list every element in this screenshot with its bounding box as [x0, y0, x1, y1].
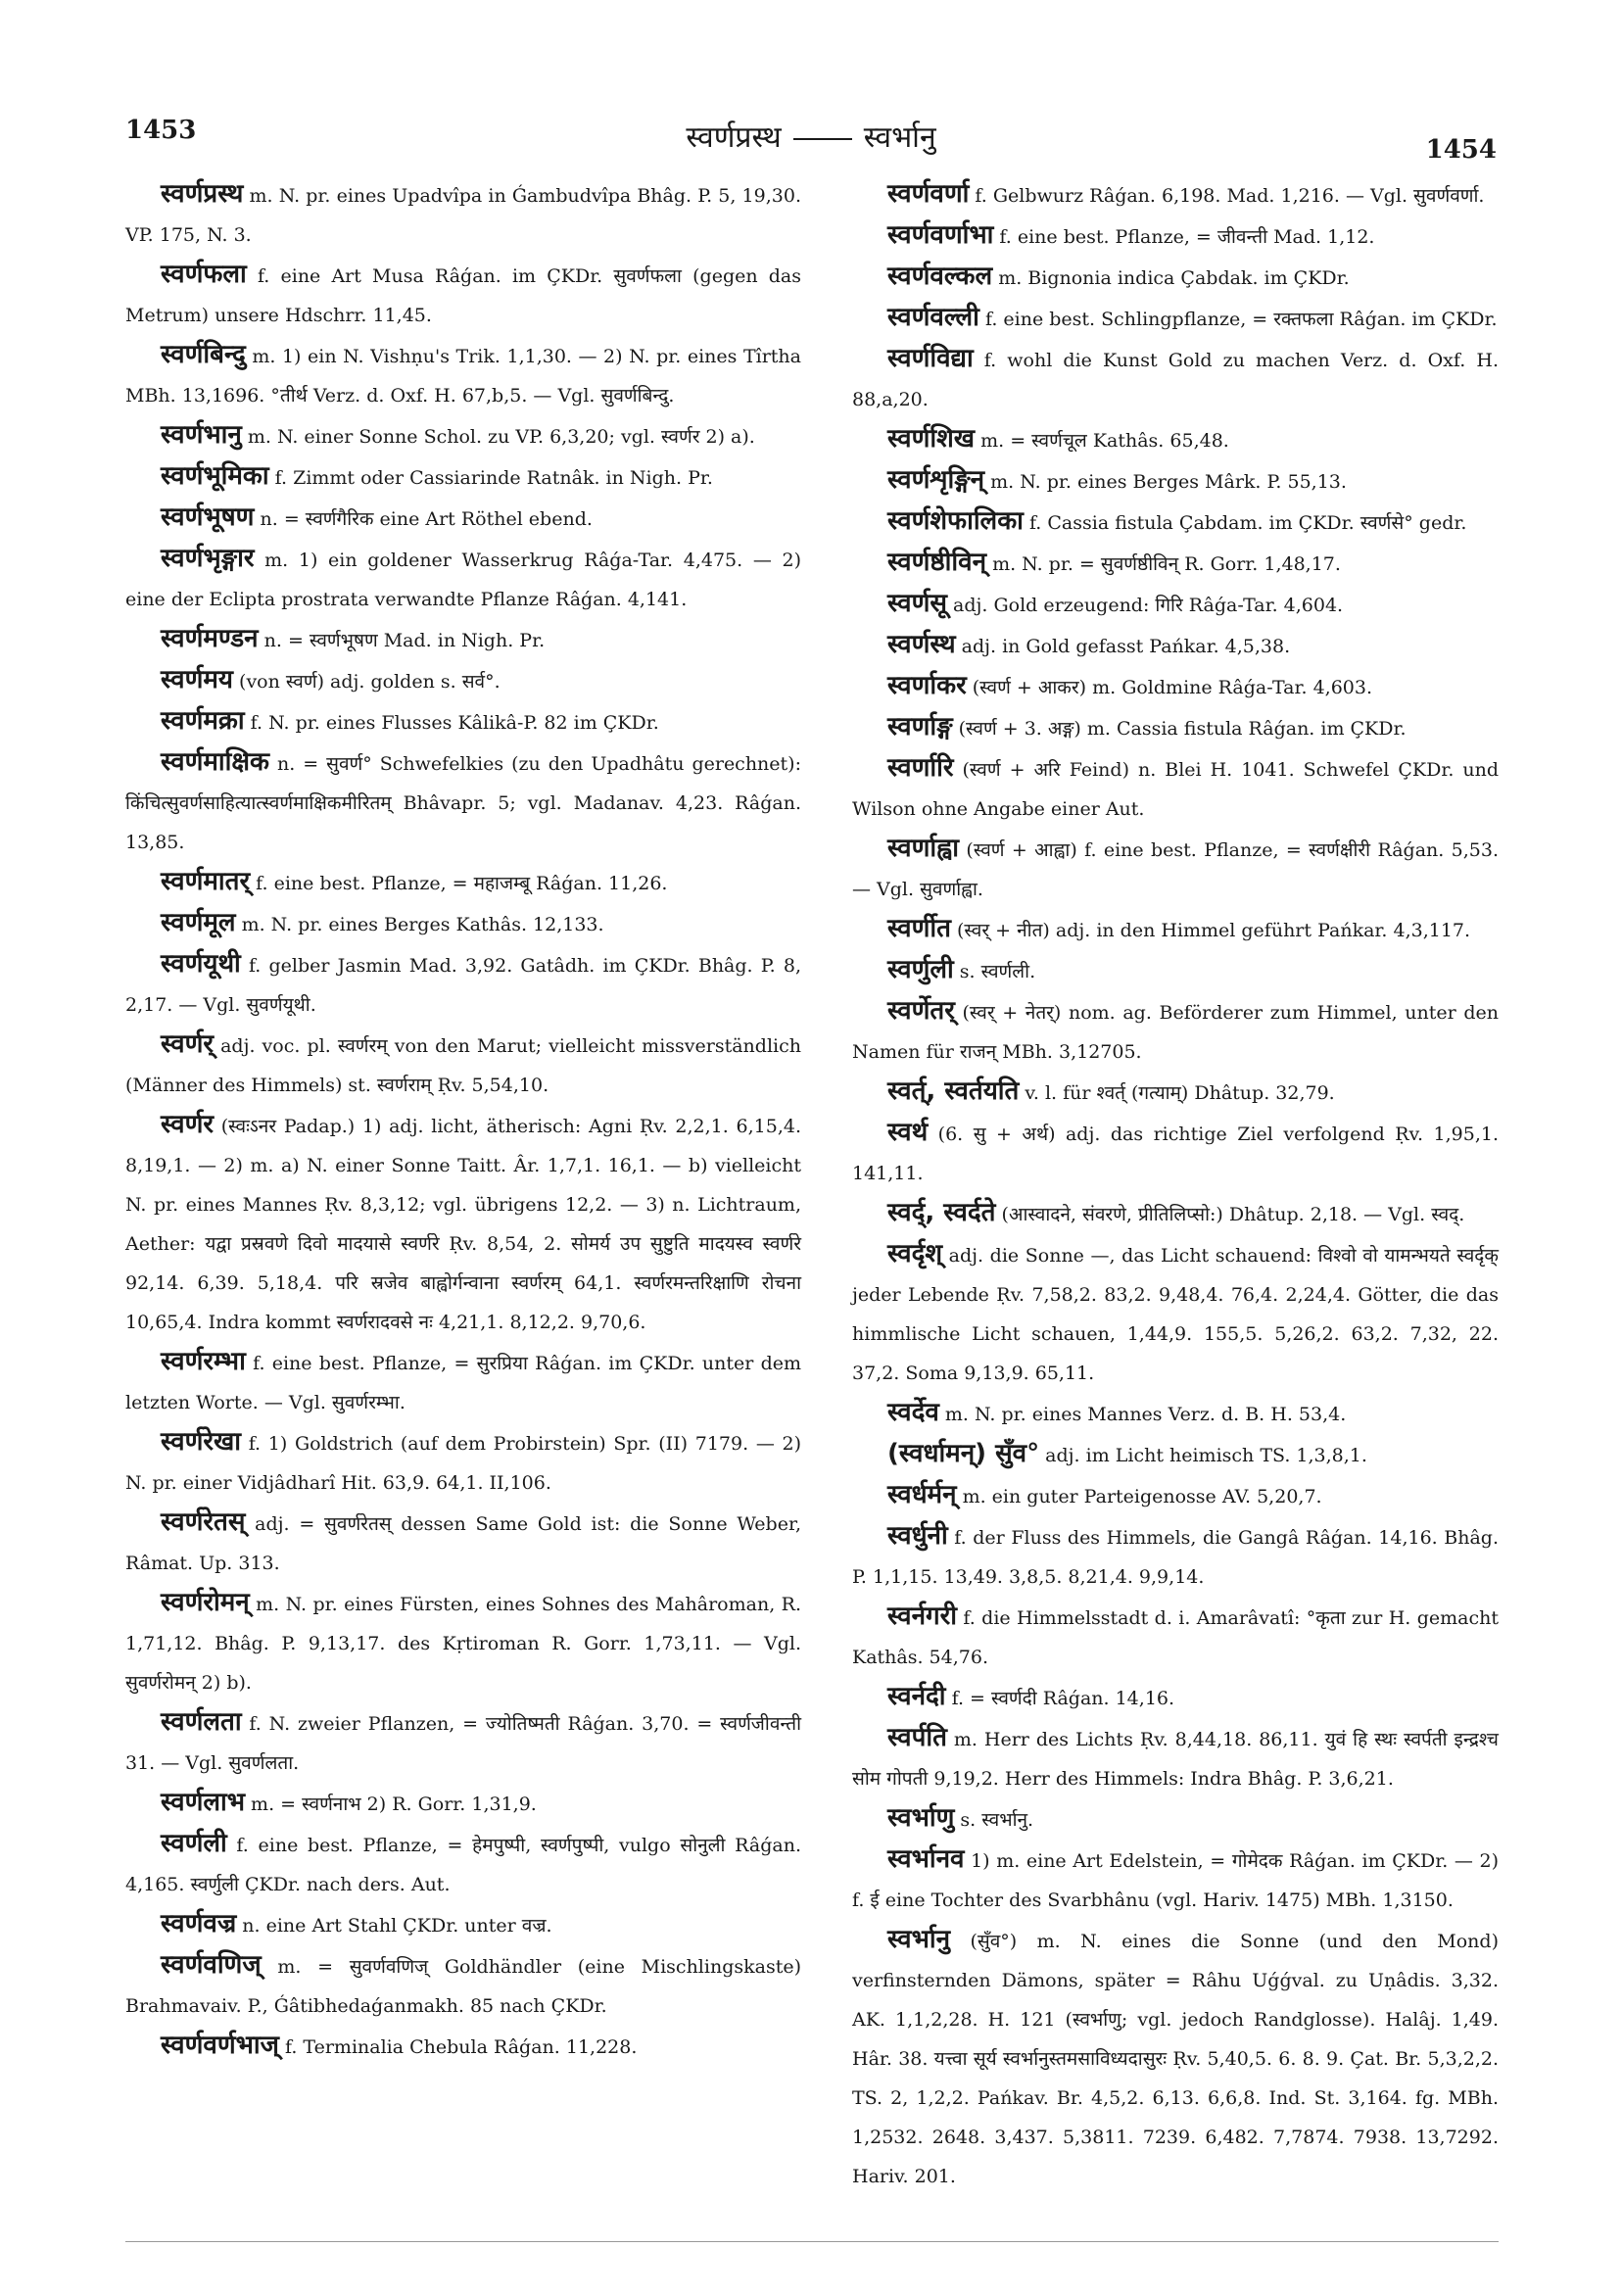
- headword: स्वर्णलाभ: [161, 1788, 246, 1817]
- headword: स्वर्दृश्: [887, 1239, 943, 1268]
- headword: (स्वर्धामन्) सुँव°: [887, 1439, 1040, 1468]
- running-head-first: स्वर्णप्रस्थ: [686, 120, 782, 155]
- dictionary-entry: [125, 1503, 801, 1583]
- dictionary-entry: [125, 1904, 801, 1945]
- left-column: [125, 174, 801, 2067]
- entry-definition: (आस्वादने, संवरणे, प्रीतिलिप्सो:) Dhâtup. 2,18. — Vgl. स्वद्.: [995, 1204, 1465, 1225]
- entry-definition: f. die Himmelsstadt d. i. Amarâvatî: °कृता zur H. gemacht Kathâs. 54,76.: [852, 1607, 1499, 1668]
- entry-definition: v. l. für श्वर्त् (गत्याम्) Dhâtup. 32,79.: [1019, 1082, 1335, 1104]
- dictionary-entry: [852, 829, 1499, 909]
- entry-definition: 1) m. eine Art Edelstein, = गोमेदक Râǵan. im ÇKDr. — 2) f. ई eine Tochter des Svarbhânu (vgl. Hariv. 1475) MBh. 1,3150.: [852, 1850, 1499, 1911]
- dictionary-entry: [852, 543, 1499, 584]
- dictionary-entry: [852, 1393, 1499, 1434]
- entry-definition: (सुँव°) m. N. eines die Sonne (und den Mond) verfinsternden Dämons, später = Râhu Uǵǵval. zu Uṇâdis. 3,32. AK. 1,1,2,28. H. 121 (स्वर्भाणु; vgl. jedoch Randglosse). Halâj. 1,49. Hâr. 38. यत्त्वा सूर्य स्वर्भानुस्तमसाविध्यदासुरः Ṛv. 5,40,5. 6. 8. 9. Çat. Br. 5,3,2,2. TS. 2, 1,2,2. Pańkav. Br. 4,5,2. 6,13. 6,6,8. Ind. St. 3,164. fg. MBh. 1,2532. 2648. 3,437. 5,3811. 7239. 6,482. 7,7874. 7938. 13,7292. Hariv. 201.: [852, 1931, 1499, 2187]
- entry-definition: (स्वर्ण + 3. अङ्ग) m. Cassia fistula Râǵan. im ÇKDr.: [952, 718, 1407, 740]
- dictionary-entry: [125, 903, 801, 944]
- entry-definition: m. N. pr. = सुवर्णष्ठीविन् R. Gorr. 1,48,17.: [986, 553, 1341, 575]
- entry-definition: (6. सु + अर्थ) adj. das richtige Ziel verfolgend Ṛv. 1,95,1. 141,11.: [852, 1124, 1499, 1184]
- entry-definition: m. ein guter Parteigenosse AV. 5,20,7.: [956, 1486, 1322, 1507]
- headword: स्वर्त्, स्वर्तयति: [887, 1076, 1020, 1106]
- headword: स्वर्णभृङ्गार: [161, 544, 255, 573]
- dictionary-entry: [125, 619, 801, 660]
- entry-definition: f. 1) Goldstrich (auf dem Probirstein) Spr. (II) 7179. — 2) N. pr. einer Vidjâdharî Hit. 63,9. 64,1. II,106.: [125, 1433, 801, 1494]
- dictionary-entry: [125, 862, 801, 903]
- dictionary-entry: [852, 950, 1499, 991]
- headword: स्वर्भानु: [887, 1925, 951, 1954]
- entry-definition: (स्वर् + नीत) adj. in den Himmel geführt Pańkar. 4,3,117.: [950, 920, 1471, 941]
- entry-definition: f. der Fluss des Himmels, die Gangâ Râǵan. 14,16. Bhâg. P. 1,1,15. 13,49. 3,8,5. 8,21,4. 9,9,14.: [852, 1527, 1499, 1588]
- entry-definition: n. = सुवर्ण° Schwefelkies (zu den Upadhâtu gerechnet): किंचित्सुवर्णसाहित्यात्स्वर्णमाक्षिकमीरितम् Bhâvapr. 5; vgl. Madanav. 4,23. Râǵan. 13,85.: [125, 753, 801, 853]
- entry-definition: f. eine Art Musa Râǵan. im ÇKDr. सुवर्णफला (gegen das Metrum) unsere Hdschrr. 11,45.: [125, 265, 801, 326]
- headword: स्वर्पति: [887, 1723, 947, 1752]
- headword: स्वर्णर्: [161, 1029, 215, 1059]
- headword: स्वर्णवल्कल: [887, 262, 993, 291]
- headword: स्वर्णर: [161, 1110, 215, 1139]
- running-head-last: स्वर्भानु: [863, 120, 936, 155]
- dictionary-entry: [852, 1677, 1499, 1718]
- entry-definition: m. 1) ein N. Vishṇu's Trik. 1,1,30. — 2) N. pr. eines Tîrtha MBh. 13,1696. °तीर्थ Verz. d. Oxf. H. 67,b,5. — Vgl. सुवर्णबिन्दु.: [125, 346, 801, 407]
- headword: स्वर्णफला: [161, 260, 247, 289]
- entry-definition: f. eine best. Schlingpflanze, = रक्तफला Râǵan. im ÇKDr.: [978, 309, 1498, 330]
- entry-definition: adj. die Sonne —, das Licht schauend: विश्वो वो यामन्भयते स्वर्दृक् jeder Lebende Ṛv. 7,58,2. 83,2. 9,48,4. 76,4. 2,24,4. Götter, die das himmlische Licht schauen, 1,44,9. 155,5. 5,26,2. 63,2. 7,32, 22. 37,2. Soma 9,13,9. 65,11.: [852, 1245, 1499, 1384]
- dictionary-entry: [852, 991, 1499, 1072]
- dictionary-entry: [125, 335, 801, 415]
- dictionary-entry: [125, 742, 801, 862]
- headword: स्वर्णवर्णा: [887, 179, 970, 209]
- headword: स्वर्णरम्भा: [161, 1347, 246, 1376]
- entry-definition: adj. Gold erzeugend: गिरि Râǵa-Tar. 4,604.: [946, 595, 1344, 616]
- entry-definition: n. = स्वर्णभूषण Mad. in Nigh. Pr.: [258, 630, 546, 651]
- headword: स्वर्णशेफालिका: [887, 506, 1024, 536]
- headword: स्वर्णरोमन्: [161, 1588, 250, 1617]
- dictionary-entry: [852, 502, 1499, 543]
- headword: स्वर्णभूषण: [161, 502, 255, 532]
- headword: स्वर्धुनी: [887, 1521, 948, 1551]
- entry-definition: f. = स्वर्णदी Râǵan. 14,16.: [945, 1688, 1175, 1709]
- entry-definition: f. eine best. Pflanze, = सुरप्रिया Râǵan. im ÇKDr. unter dem letzten Worte. — Vgl. सुवर्णरम्भा.: [125, 1353, 801, 1413]
- dictionary-entry: [125, 1702, 801, 1783]
- dictionary-entry: [852, 1920, 1499, 2196]
- dictionary-entry: [125, 1422, 801, 1503]
- headword: स्वर्णवणिज्: [161, 1950, 262, 1980]
- running-head: [125, 116, 1497, 156]
- dictionary-entry: [125, 415, 801, 456]
- entry-definition: m. 1) ein goldener Wasserkrug Râǵa-Tar. 4,475. — 2) eine der Eclipta prostrata verwandte Pflanze Râǵan. 4,141.: [125, 550, 801, 610]
- entry-definition: f. gelber Jasmin Mad. 3,92. Gatâdh. im ÇKDr. Bhâg. P. 8, 2,17. — Vgl. सुवर्णयूथी.: [125, 955, 801, 1016]
- headword: स्वर्णभूमिका: [161, 461, 269, 491]
- entry-definition: m. N. pr. eines Berges Kathâs. 12,133.: [235, 914, 604, 935]
- headword: स्वर्णाङ्ग: [887, 712, 953, 741]
- entry-definition: (स्वर्ण + आकर) m. Goldmine Râǵa-Tar. 4,603.: [966, 677, 1372, 698]
- entry-definition: f. wohl die Kunst Gold zu machen Verz. d. Oxf. H. 88,a,20.: [852, 350, 1499, 410]
- dictionary-entry: [852, 1434, 1499, 1475]
- entry-definition: adj. voc. pl. स्वर्णरम् von den Marut; vielleicht missverständlich (Männer des Himmels) st. स्वर्णराम् Ṛv. 5,54,10.: [125, 1035, 801, 1096]
- dictionary-entry: [125, 498, 801, 539]
- entry-definition: adj. im Licht heimisch TS. 1,3,8,1.: [1039, 1445, 1367, 1466]
- entry-definition: f. eine best. Pflanze, = जीवन्ती Mad. 1,12.: [993, 226, 1375, 248]
- dictionary-entry: [852, 1516, 1499, 1597]
- headword: स्वर्णुली: [887, 955, 954, 984]
- headword: स्वर्णेतर्: [887, 996, 955, 1026]
- entry-definition: f. Cassia fistula Çabdam. im ÇKDr. स्वर्णसे° gedr.: [1023, 512, 1467, 534]
- headword: स्वर्णशृङ्गिन्: [887, 465, 985, 495]
- entry-definition: adj. in Gold gefasst Pańkar. 4,5,38.: [955, 636, 1291, 657]
- headword: स्वर्णारि: [887, 753, 954, 783]
- dictionary-entry: [125, 1783, 801, 1824]
- headword: स्वर्णप्रस्थ: [161, 179, 244, 209]
- entry-definition: m. = स्वर्णनाभ 2) R. Gorr. 1,31,9.: [245, 1794, 537, 1815]
- headword: स्वर्णली: [161, 1829, 227, 1858]
- dictionary-entry: [125, 1583, 801, 1702]
- entry-definition: m. N. einer Sonne Schol. zu VP. 6,3,20; vgl. स्वर्णर 2) a).: [241, 426, 755, 448]
- entry-definition: m. Herr des Lichts Ṛv. 8,44,18. 86,11. युवं हि स्थः स्वर्पती इन्द्रश्च सोम गोपती 9,19,2. Herr des Himmels: Indra Bhâg. P. 3,6,21.: [852, 1729, 1499, 1790]
- dictionary-entry: [125, 174, 801, 255]
- dictionary-entry: [852, 1475, 1499, 1516]
- headword: स्वर्णमय: [161, 665, 233, 694]
- dictionary-entry: [852, 1234, 1499, 1393]
- dictionary-entry: [852, 1193, 1499, 1234]
- dictionary-entry: [125, 456, 801, 498]
- headword: स्वर्णवर्णाभा: [887, 220, 994, 250]
- entry-definition: s. स्वर्भानु.: [954, 1809, 1034, 1831]
- headword: स्वर्णष्ठीविन्: [887, 548, 987, 577]
- entry-definition: m. = स्वर्णचूल Kathâs. 65,48.: [975, 430, 1229, 452]
- dictionary-entry: [852, 1718, 1499, 1798]
- headword: स्वर्णमातर्: [161, 867, 251, 896]
- entry-definition: m. N. pr. eines Mannes Verz. d. B. H. 53,4.: [938, 1404, 1347, 1425]
- headword: स्वर्णवज्र: [161, 1909, 237, 1938]
- dictionary-entry: [852, 460, 1499, 502]
- entry-definition: f. eine best. Pflanze, = हेमपुष्पी, स्वर्णपुष्पी, vulgo सोनुली Râǵan. 4,165. स्वर्णुली ÇKDr. nach ders. Aut.: [125, 1835, 801, 1895]
- dictionary-entry: [852, 909, 1499, 950]
- dictionary-entry: [852, 1840, 1499, 1920]
- entry-definition: (स्वःऽनर Padap.) 1) adj. licht, ätherisch: Agni Ṛv. 2,2,1. 6,15,4. 8,19,1. — 2) m. a) N. einer Sonne Taitt. Âr. 1,7,1. 16,1. — b) vielleicht N. pr. eines Mannes Ṛv. 8,3,12; vgl. übrigens 12,2. — 3) n. Lichtraum, Aether: यद्वा प्रस्रवणे दिवो मादयासे स्वर्णरे Ṛv. 8,54, 2. सोमर्य उप सुष्टुति मादयस्व स्वर्णरे 92,14. 6,39. 5,18,4. परि स्रजेव बाह्वोर्गन्वाना स्वर्णरम् 64,1. स्वर्णरमन्तरिक्षाणि रोचना 10,65,4. Indra kommt स्वर्णरादवसे नः 4,21,1. 8,12,2. 9,70,6.: [125, 1116, 801, 1333]
- dictionary-entry: [125, 1342, 801, 1422]
- headword: स्वर्नदी: [887, 1682, 946, 1711]
- dictionary-entry: [852, 1113, 1499, 1193]
- entry-definition: m. N. pr. eines Fürsten, eines Sohnes des Mahâroman, R. 1,71,12. Bhâg. P. 9,13,17. des Kṛtiroman R. Gorr. 1,73,11. — Vgl. सुवर्णरोमन् 2) b).: [125, 1594, 801, 1694]
- headword: स्वर्णस्थ: [887, 630, 956, 659]
- entry-definition: f. Zimmt oder Cassiarinde Ratnâk. in Nigh. Pr.: [268, 467, 713, 489]
- dictionary-entry: [852, 625, 1499, 666]
- dictionary-entry: [852, 1798, 1499, 1840]
- headword: स्वर्भाणु: [887, 1803, 955, 1833]
- entry-definition: m. = सुवर्णवणिज् Goldhändler (eine Mischlingskaste) Brahmavaiv. P., Ǵâtibhedaǵanmakh. 85 nach ÇKDr.: [125, 1956, 801, 2017]
- dictionary-entry: [125, 944, 801, 1025]
- headword: स्वर्द्, स्वर्दते: [887, 1198, 996, 1227]
- headword: स्वर्णरेखा: [161, 1427, 242, 1457]
- entry-definition: f. Gelbwurz Râǵan. 6,198. Mad. 1,216. — Vgl. सुवर्णवर्णा.: [969, 185, 1485, 207]
- headword: स्वर्णरेतस्: [161, 1507, 246, 1537]
- entry-definition: n. = स्वर्णगैरिक eine Art Röthel ebend.: [254, 508, 593, 530]
- dictionary-entry: [852, 174, 1499, 215]
- entry-definition: m. N. pr. eines Upadvîpa in Ǵambudvîpa Bhâg. P. 5, 19,30. VP. 175, N. 3.: [125, 185, 801, 246]
- headword: स्वर्णाकर: [887, 671, 967, 700]
- entry-definition: (स्वर्ण + अरि Feind) n. Blei H. 1041. Schwefel ÇKDr. und Wilson ohne Angabe einer Aut.: [852, 759, 1499, 820]
- footer-rule: [125, 2241, 1499, 2242]
- dictionary-entry: [852, 1072, 1499, 1113]
- dictionary-entry: [852, 339, 1499, 419]
- entry-definition: adj. = सुवर्णरेतस् dessen Same Gold ist: die Sonne Weber, Râmat. Up. 313.: [125, 1513, 801, 1574]
- dictionary-entry: [852, 257, 1499, 298]
- dictionary-entry: [125, 539, 801, 619]
- headword: स्वर्थ: [887, 1118, 929, 1147]
- dictionary-entry: [125, 1945, 801, 2026]
- headword: स्वर्भानव: [887, 1844, 965, 1874]
- headword: स्वर्णीत: [887, 914, 951, 943]
- entry-definition: (स्वर् + नेतर्) nom. ag. Beförderer zum Himmel, unter den Namen für राजन् MBh. 3,12705.: [852, 1002, 1499, 1063]
- headword: स्वर्णमण्डन: [161, 624, 259, 653]
- dictionary-entry: [852, 1597, 1499, 1677]
- entry-definition: n. eine Art Stahl ÇKDr. unter वज्र.: [236, 1915, 552, 1937]
- dictionary-entry: [852, 748, 1499, 829]
- headword: स्वर्णलता: [161, 1707, 242, 1737]
- headword: स्वर्णाह्वा: [887, 834, 960, 863]
- dictionary-entry: [852, 215, 1499, 257]
- headword: स्वर्णवल्ली: [887, 303, 979, 332]
- headword: स्वर्णवर्णभाज्: [161, 2031, 279, 2060]
- headword: स्वर्णयूथी: [161, 949, 241, 979]
- headword: स्वर्धर्मन्: [887, 1480, 957, 1509]
- headword: स्वर्णविद्या: [887, 344, 974, 373]
- dictionary-entry: [125, 2026, 801, 2067]
- page-header: [125, 116, 1497, 163]
- dictionary-entry: [852, 419, 1499, 460]
- dictionary-entry: [852, 298, 1499, 339]
- entry-definition: f. eine best. Pflanze, = महाजम्बू Râǵan. 11,26.: [250, 873, 668, 894]
- dictionary-entry: [125, 660, 801, 701]
- page-number-left: 1453: [125, 116, 197, 145]
- entry-definition: s. स्वर्णली.: [953, 961, 1036, 982]
- entry-definition: f. Terminalia Chebula Râǵan. 11,228.: [278, 2036, 638, 2058]
- headword: स्वर्णमूल: [161, 908, 236, 937]
- dictionary-entry: [852, 584, 1499, 625]
- dictionary-entry: [125, 255, 801, 335]
- entry-definition: f. N. pr. eines Flusses Kâlikâ-P. 82 im ÇKDr.: [244, 712, 659, 734]
- running-head-dash: [793, 138, 852, 140]
- entry-definition: m. Bignonia indica Çabdak. im ÇKDr.: [992, 267, 1350, 289]
- headword: स्वर्णसू: [887, 589, 947, 618]
- entry-definition: (von स्वर्ण) adj. golden s. सर्व°.: [233, 671, 501, 693]
- headword: स्वर्णबिन्दु: [161, 340, 246, 369]
- dictionary-entry: [852, 707, 1499, 748]
- headword: स्वर्णभानु: [161, 420, 242, 450]
- entry-definition: f. N. zweier Pflanzen, = ज्योतिष्मती Râǵan. 3,70. = स्वर्णजीवन्ती 31. — Vgl. सुवर्णलता.: [125, 1713, 801, 1774]
- entry-definition: (स्वर्ण + आह्वा) f. eine best. Pflanze, = स्वर्णक्षीरी Râǵan. 5,53. — Vgl. सुवर्णाह्वा.: [852, 839, 1499, 900]
- entry-definition: m. N. pr. eines Berges Mârk. P. 55,13.: [984, 471, 1347, 493]
- headword: स्वर्देव: [887, 1398, 939, 1427]
- headword: स्वर्नगरी: [887, 1602, 958, 1631]
- dictionary-entry: [852, 666, 1499, 707]
- headword: स्वर्णमक्रा: [161, 706, 245, 736]
- dictionary-entry: [125, 701, 801, 742]
- headword: स्वर्णमाक्षिक: [161, 747, 269, 777]
- right-column: [852, 174, 1499, 2196]
- dictionary-entry: [125, 1824, 801, 1904]
- dictionary-entry: [125, 1105, 801, 1342]
- dictionary-entry: [125, 1025, 801, 1105]
- headword: स्वर्णशिख: [887, 424, 976, 454]
- page-number-right: 1454: [1425, 135, 1497, 165]
